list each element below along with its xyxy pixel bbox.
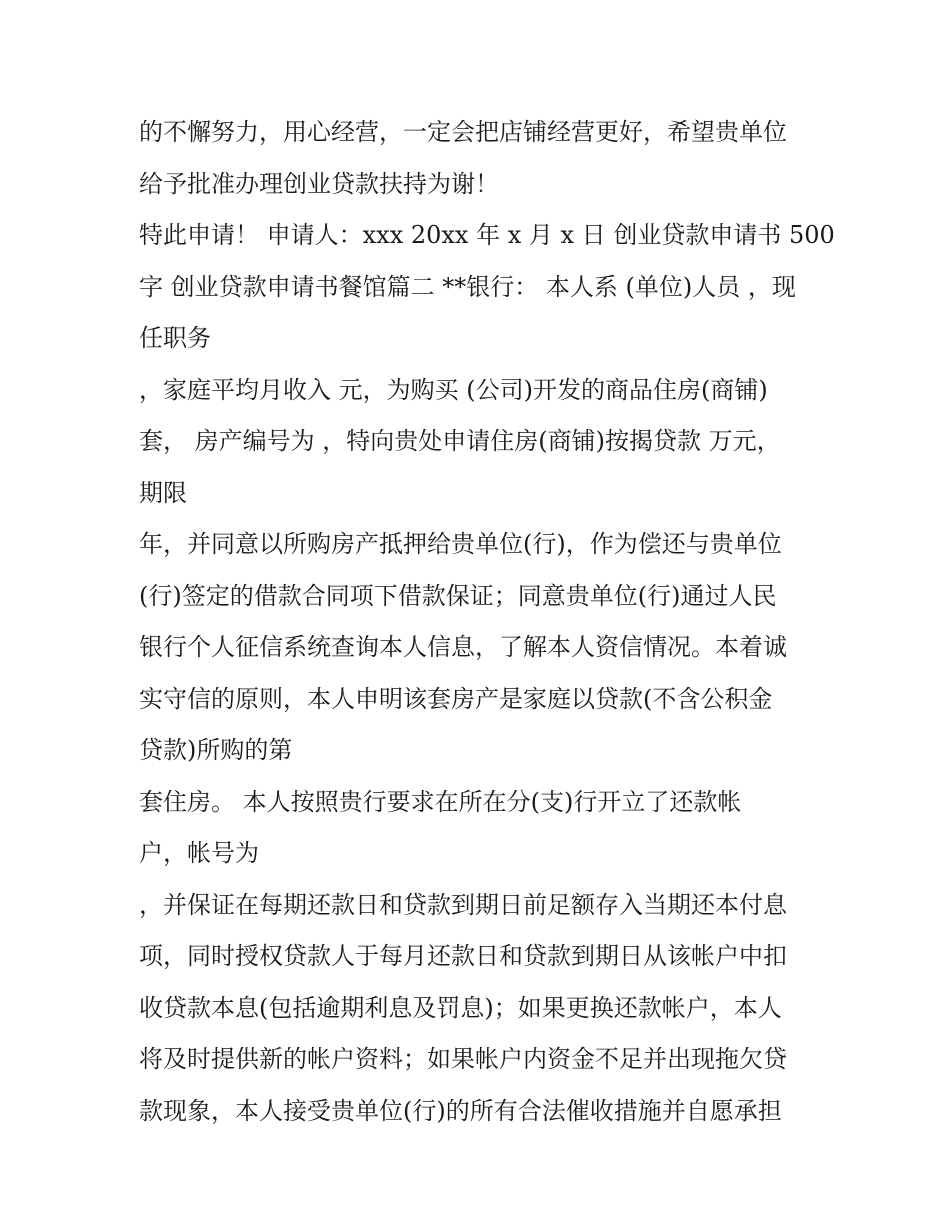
text-line: 户，帐号为 — [139, 839, 259, 867]
text-line: 银行个人征信系统查询本人信息，了解本人资信情况。本着诚 — [139, 633, 787, 661]
body-text — [139, 107, 839, 1137]
text-line: 年，并同意以所购房产抵押给贵单位(行)，作为偿还与贵单位 — [139, 530, 782, 558]
text-line: (行)签定的借款合同项下借款保证；同意贵单位(行)通过人民 — [139, 581, 777, 610]
text-line: 套住房。 本人按照贵行要求在所在分(支)行开立了还款帐 — [139, 787, 742, 816]
text-line: 期限 — [139, 478, 187, 507]
text-line: 给予批准办理创业贷款扶持为谢！ — [139, 169, 499, 198]
text-line: 任职务 — [139, 324, 211, 352]
text-line: 贷款)所购的第 — [139, 736, 293, 764]
text-line: ，并保证在每期还款日和贷款到期日前足额存入当期还本付息 — [139, 890, 787, 919]
text-line: 项，同时授权贷款人于每月还款日和贷款到期日从该帐户中扣 — [139, 942, 787, 970]
text-line: 款现象，本人接受贵单位(行)的所有合法催收措施并自愿承担 — [139, 1096, 782, 1125]
text-line: ，家庭平均月收入 元，为购买 (公司)开发的商品住房(商铺) — [139, 375, 768, 404]
text-line: 的不懈努力，用心经营，一定会把店铺经营更好，希望贵单位 — [139, 118, 787, 146]
text-line: 将及时提供新的帐户资料；如果帐户内资金不足并出现拖欠贷 — [139, 1045, 787, 1073]
text-line: 套， 房产编号为 ，特向贵处申请住房(商铺)按揭贷款 万元， — [139, 427, 781, 455]
text-line: 字 创业贷款申请书餐馆篇二 **银行： 本人系 (单位)人员 ，现 — [139, 272, 796, 301]
text-line: 收贷款本息(包括逾期利息及罚息)；如果更换还款帐户，本人 — [139, 993, 782, 1022]
text-line: 实守信的原则，本人申明该套房产是家庭以贷款(不含公积金 — [139, 684, 773, 713]
text-line: 特此申请！ 申请人：xxx 20xx 年 x 月 x 日 创业贷款申请书 500 — [139, 221, 835, 249]
